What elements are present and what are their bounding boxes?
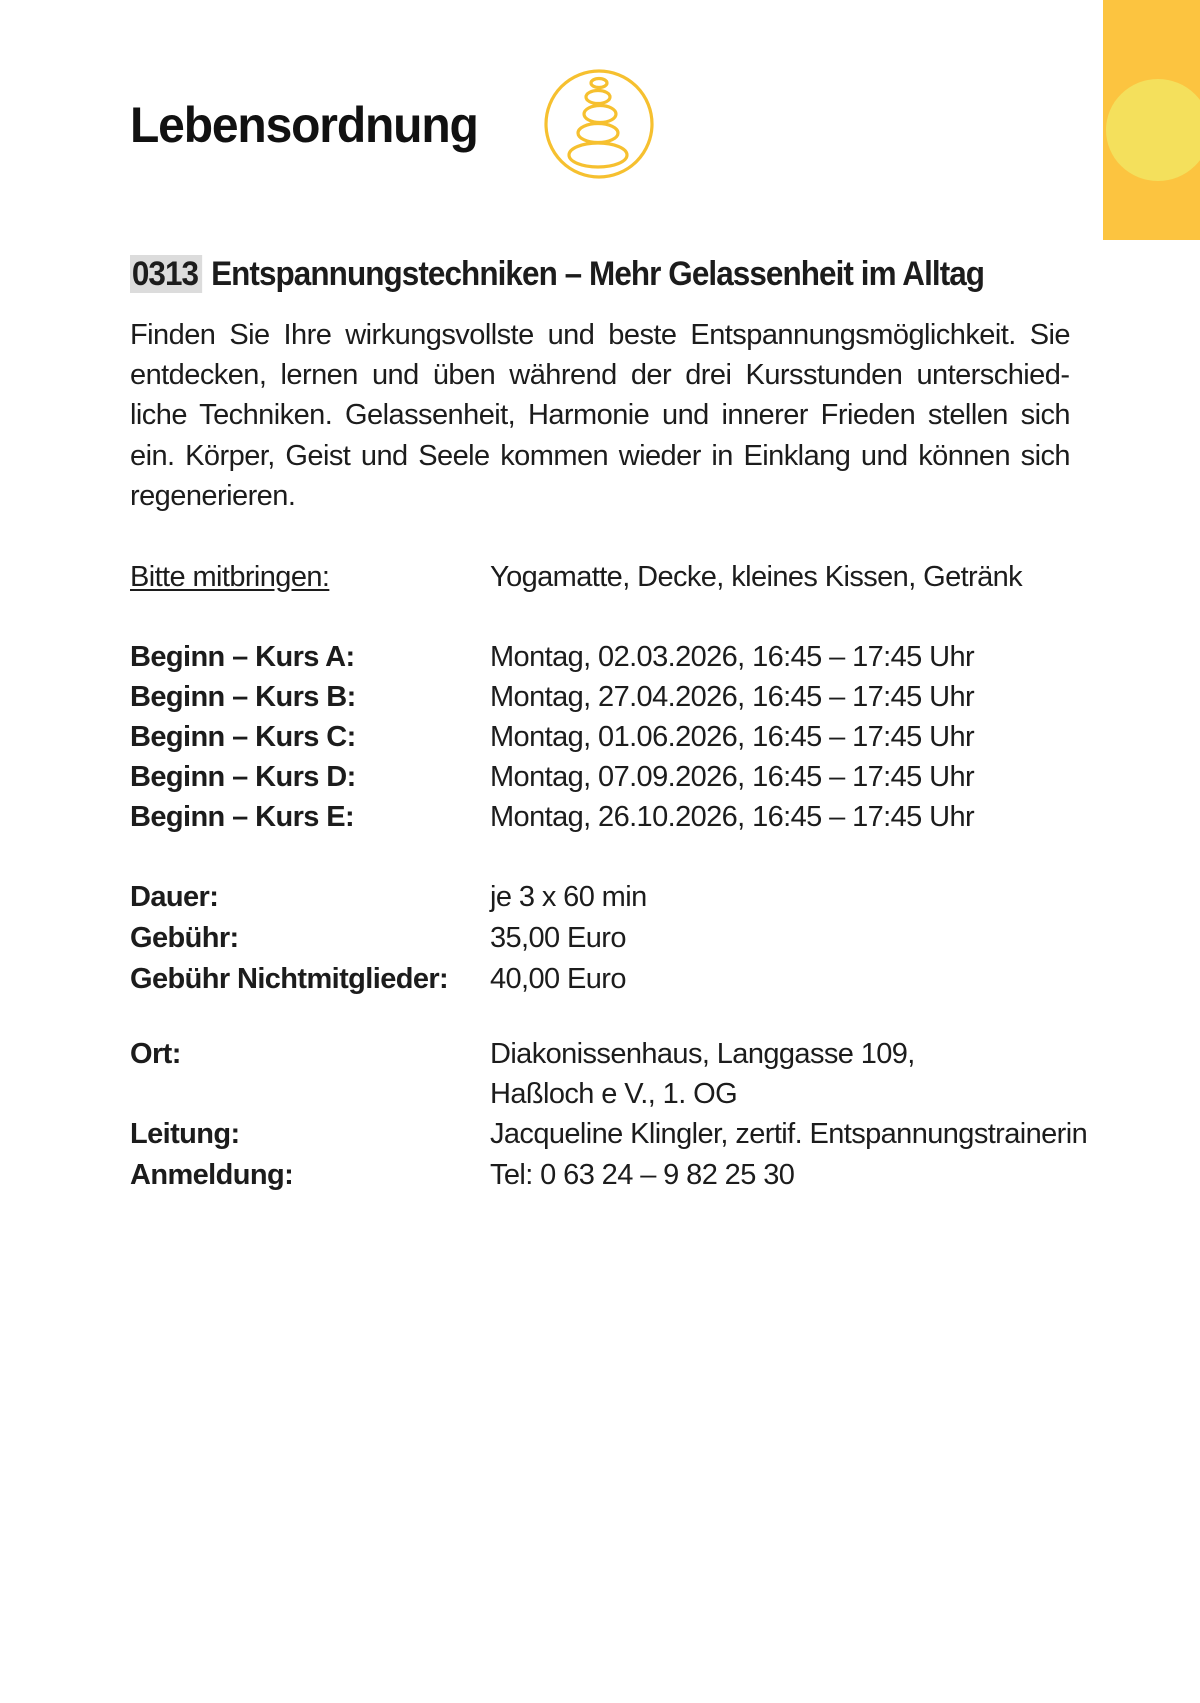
fee-label: Gebühr: [130,922,239,954]
schedule-row [0,637,1200,677]
fee-row [0,918,1200,958]
schedule-row [0,797,1200,837]
schedule-value: Montag, 07.09.2026, 16:45 – 17:45 Uhr [490,761,975,793]
duration-label: Dauer: [130,881,219,913]
schedule-row [0,717,1200,757]
duration-value: je 3 x 60 min [490,881,647,913]
location-line1: Diakonissenhaus, Langgasse 109, [490,1038,915,1070]
lead-value: Jacqueline Klingler, zertif. Entspannungstrainerin [490,1118,1088,1150]
schedule-value: Montag, 01.06.2026, 16:45 – 17:45 Uhr [490,721,975,753]
nonmember-fee-row [0,959,1200,999]
schedule-label: Beginn – Kurs D: [130,761,356,793]
bring-row [0,557,1200,597]
schedule-row [0,677,1200,717]
section-title: Lebensordnung [130,97,478,153]
bring-label: Bitte mitbringen: [130,561,330,593]
corner-accent-tab [1103,0,1200,240]
schedule-row [0,757,1200,797]
nonmember-fee-value: 40,00 Euro [490,963,626,995]
location-row-continued [0,1074,1200,1114]
schedule-label: Beginn – Kurs C: [130,721,356,753]
schedule-label: Beginn – Kurs A: [130,641,355,673]
fee-value: 35,00 Euro [490,922,626,954]
registration-value: Tel: 0 63 24 – 9 82 25 30 [490,1159,795,1191]
course-description: Finden Sie Ihre wirkungsvollste und beste Entspannungsmöglichkeit. Sie entdecken, lernen und üben während der drei Kursstunden unterschiedliche Techniken. Gelassenheit, Harmonie und innerer Frieden stellen sich ein. Körper, Geist und Seele kommen wieder in Einklang und können sich regenerieren. [130,319,1070,512]
lead-row [0,1114,1200,1154]
location-row [0,1034,1200,1074]
duration-row [0,877,1200,917]
schedule-value: Montag, 02.03.2026, 16:45 – 17:45 Uhr [490,641,975,673]
schedule-label: Beginn – Kurs B: [130,681,356,713]
lead-label: Leitung: [130,1118,240,1150]
schedule-label: Beginn – Kurs E: [130,801,355,833]
bring-value: Yogamatte, Decke, kleines Kissen, Getränk [490,561,1023,593]
location-line2: Haßloch e V., 1. OG [490,1078,738,1110]
location-label: Ort: [130,1038,181,1070]
nonmember-fee-label: Gebühr Nichtmitglieder: [130,963,449,995]
stacked-stones-icon [543,68,655,180]
registration-label: Anmeldung: [130,1159,294,1191]
schedule-value: Montag, 26.10.2026, 16:45 – 17:45 Uhr [490,801,975,833]
schedule-value: Montag, 27.04.2026, 16:45 – 17:45 Uhr [490,681,975,713]
course-number: 0313 [130,255,202,293]
registration-row [0,1155,1200,1195]
course-title: Entspannungstechniken – Mehr Gelassenheit im Alltag [211,255,985,293]
sun-circle-decoration [1106,79,1200,181]
course-heading [130,255,1004,294]
